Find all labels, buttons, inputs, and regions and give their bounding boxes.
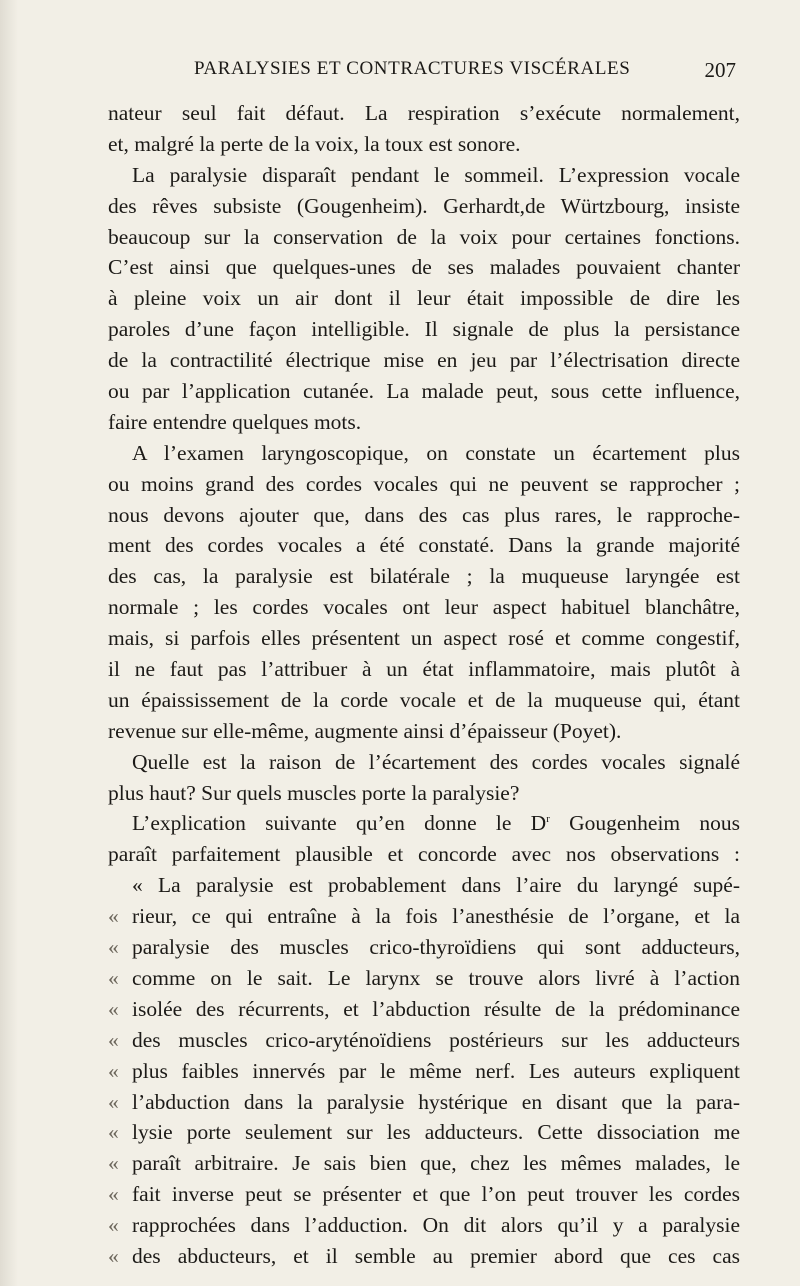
quote-mark: « bbox=[108, 1182, 119, 1207]
text-line: de la contractilité électrique mise en jeu par l’électrisation directe bbox=[108, 348, 740, 373]
quote-mark: « bbox=[108, 904, 119, 929]
text-line: ment des cordes vocales a été constaté. Dans la grande majorité bbox=[108, 533, 740, 558]
text-line: revenue sur elle-même, augmente ainsi d’épaisseur (Poyet). bbox=[108, 718, 622, 743]
text-fragment: rapprochées dans l’adduction. On dit alors qu’il y a paralysie bbox=[132, 1213, 740, 1238]
text-line: à pleine voix un air dont il leur était impossible de dire les bbox=[108, 286, 740, 311]
running-title: PARALYSIES ET CONTRACTURES VISCÉRALES bbox=[194, 58, 631, 79]
text-fragment: des abducteurs, et il semble au premier abord que ces cas bbox=[132, 1243, 740, 1268]
text-fragment: L’explication suivante qu’en donne le D bbox=[132, 811, 547, 836]
quote-mark: « bbox=[108, 1058, 119, 1083]
text-line: ou par l’application cutanée. La malade peut, sous cette influence, bbox=[108, 379, 740, 404]
text-line: beaucoup sur la conservation de la voix pour certaines fonctions. bbox=[108, 224, 740, 249]
text-line bbox=[108, 808, 740, 839]
quote-mark: « bbox=[108, 1243, 119, 1268]
text-line: paroles d’une façon intelligible. Il signale de plus la persistance bbox=[108, 317, 740, 342]
text-line: des cas, la paralysie est bilatérale ; la muqueuse laryngée est bbox=[108, 564, 740, 589]
text-fragment: isolée des récurrents, et l’abduction résulte de la prédominance bbox=[132, 996, 740, 1021]
superscript: r bbox=[546, 813, 550, 826]
text-fragment: paraît arbitraire. Je sais bien que, chez les mêmes malades, le bbox=[132, 1151, 740, 1176]
text-fragment: rieur, ce qui entraîne à la fois l’anesthésie de l’organe, et la bbox=[132, 904, 740, 929]
text-line: mais, si parfois elles présentent un aspect rosé et comme congestif, bbox=[108, 626, 740, 651]
quote-mark: « bbox=[108, 935, 119, 960]
quote-mark: « bbox=[108, 1027, 119, 1052]
text-line: il ne faut pas l’attribuer à un état inflammatoire, mais plutôt à bbox=[108, 657, 740, 682]
page-number: 207 bbox=[704, 58, 736, 82]
quoted-line bbox=[108, 1087, 740, 1118]
quote-mark: « bbox=[108, 1120, 119, 1145]
text-line: et, malgré la perte de la voix, la toux est sonore. bbox=[108, 131, 521, 156]
quoted-line bbox=[108, 1179, 740, 1210]
body-text bbox=[108, 98, 740, 1272]
text-line: A l’examen laryngoscopique, on constate un écartement plus bbox=[132, 440, 740, 465]
text-fragment: comme on le sait. Le larynx se trouve alors livré à l’action bbox=[132, 965, 740, 990]
text-line: nateur seul fait défaut. La respiration s’exécute normalement, bbox=[108, 101, 740, 125]
quoted-line bbox=[108, 1117, 740, 1148]
quoted-line bbox=[108, 1025, 740, 1056]
quoted-line bbox=[108, 1148, 740, 1179]
quoted-line bbox=[108, 901, 740, 932]
text-fragment: des muscles crico-aryténoïdiens postérieurs sur les adducteurs bbox=[132, 1027, 740, 1052]
text-fragment: lysie porte seulement sur les adducteurs. Cette dissociation me bbox=[132, 1120, 740, 1145]
text-line: faire entendre quelques mots. bbox=[108, 409, 362, 434]
text-fragment: fait inverse peut se présenter et que l’on peut trouver les cordes bbox=[132, 1182, 740, 1207]
text-line: La paralysie disparaît pendant le sommeil. L’expression vocale bbox=[132, 162, 740, 187]
quoted-line bbox=[108, 1210, 740, 1241]
quote-mark: « bbox=[108, 965, 119, 990]
quoted-line bbox=[108, 994, 740, 1025]
text-line: paraît parfaitement plausible et concorde avec nos observations : bbox=[108, 842, 740, 867]
text-line: plus haut? Sur quels muscles porte la paralysie? bbox=[108, 780, 520, 805]
quote-mark: « bbox=[108, 1089, 119, 1114]
text-line: des rêves subsiste (Gougenheim). Gerhardt,de Würtzbourg, insiste bbox=[108, 193, 740, 218]
quoted-line bbox=[108, 1241, 740, 1272]
text-line: ou moins grand des cordes vocales qui ne peuvent se rapprocher ; bbox=[108, 471, 740, 496]
quote-mark: « bbox=[108, 996, 119, 1021]
text-line: un épaississement de la corde vocale et de la muqueuse qui, étant bbox=[108, 687, 740, 712]
text-fragment: Gougenheim nous bbox=[549, 811, 740, 836]
text-line: nous devons ajouter que, dans des cas plus rares, le rapproche- bbox=[108, 502, 740, 527]
text-fragment: l’abduction dans la paralysie hystérique en disant que la para- bbox=[132, 1089, 740, 1114]
text-line: normale ; les cordes vocales ont leur aspect habituel blanchâtre, bbox=[108, 595, 740, 620]
quoted-line bbox=[108, 1056, 740, 1087]
page-header bbox=[100, 58, 736, 88]
text-line: Quelle est la raison de l’écartement des cordes vocales signalé bbox=[132, 749, 740, 774]
text-line: C’est ainsi que quelques-unes de ses malades pouvaient chanter bbox=[108, 255, 740, 280]
quote-mark: « bbox=[108, 1151, 119, 1176]
quoted-line bbox=[108, 932, 740, 963]
quote-mark: « bbox=[108, 1213, 119, 1238]
quoted-line bbox=[108, 963, 740, 994]
text-fragment: plus faibles innervés par le même nerf. Les auteurs expliquent bbox=[132, 1058, 740, 1083]
text-line: « La paralysie est probablement dans l’aire du laryngé supé- bbox=[132, 873, 740, 898]
text-fragment: paralysie des muscles crico-thyroïdiens qui sont adducteurs, bbox=[132, 935, 740, 960]
